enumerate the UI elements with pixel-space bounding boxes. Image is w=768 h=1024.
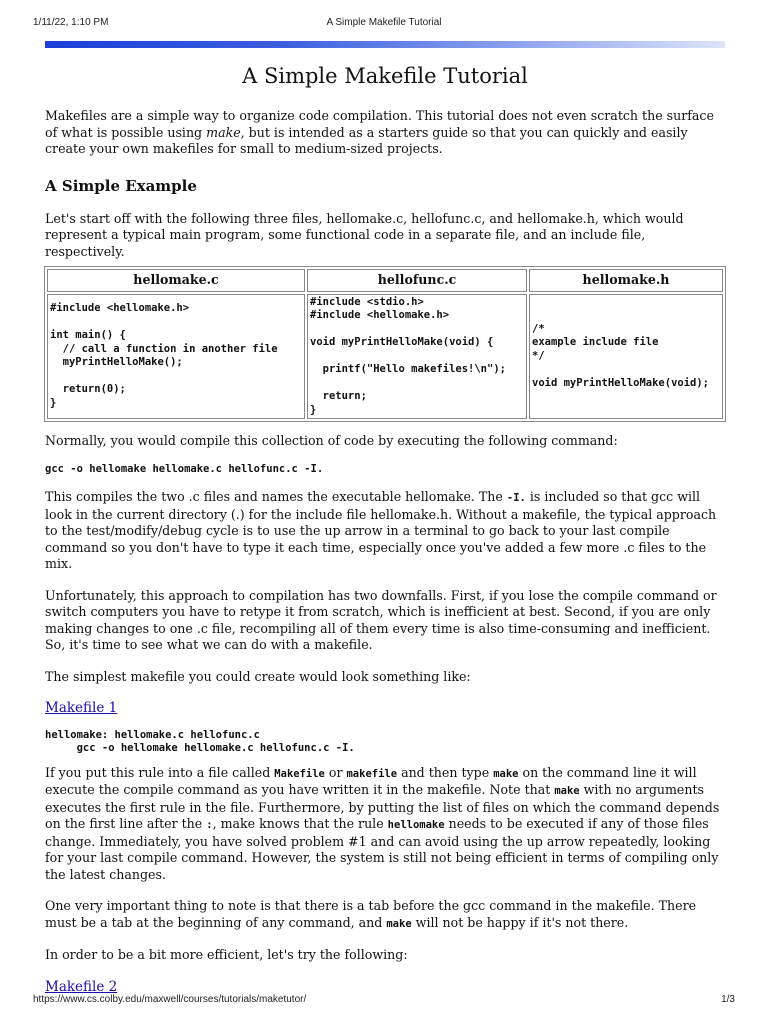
- header-hellofunc-c: hellofunc.c: [307, 269, 527, 292]
- files-table: [44, 266, 726, 422]
- files-table-header-row: [47, 269, 723, 292]
- rule-text-6: , make knows that the rule: [212, 816, 388, 831]
- print-footer: [33, 994, 735, 1008]
- makefile1-link-line: [45, 700, 725, 717]
- print-header: [33, 17, 735, 31]
- rule-text-4: on the command line it will execute the compile command as you have written it in the makefile. Note that: [45, 764, 697, 797]
- efficient-paragraph: In order to be a bit more efficient, let's try the following:: [45, 947, 408, 962]
- intro-paragraph: [45, 108, 725, 158]
- cell-hellomake-c: [47, 294, 305, 420]
- print-datetime: 1/11/22, 1:10 PM: [33, 17, 109, 28]
- files-table-code-row: [47, 294, 723, 420]
- page-title: A Simple Makefile Tutorial: [242, 64, 528, 88]
- makefile-lower-code: makefile: [346, 767, 398, 780]
- makefile1-code: hellomake: hellomake.c hellofunc.c gcc -o hellomake hellomake.c hellofunc.c -I.: [45, 728, 355, 754]
- intro-make-emphasis: make: [206, 124, 241, 140]
- section-heading: A Simple Example: [45, 176, 197, 195]
- make-code-3: make: [386, 917, 412, 930]
- compiles-text-1: This compiles the two .c files and names the executable hellomake. The: [45, 489, 507, 504]
- rule-text-7: needs to be executed if any of those files change. Immediately, you have solved problem #1 and can avoid using the up arrow repeatedly, looking for your last compile command. However, the system is still not being efficient in terms of compiling only the latest changes.: [45, 816, 719, 882]
- print-page-number: 1/3: [721, 994, 735, 1005]
- rule-text-5: with no arguments executes the first rule in the file. Furthermore, by putting the list of files on which the command depends on the first line after the: [45, 782, 720, 831]
- print-url: https://www.cs.colby.edu/maxwell/courses/tutorials/maketutor/: [33, 994, 307, 1005]
- make-code-1: make: [493, 767, 519, 780]
- header-hellomake-c: hellomake.c: [47, 269, 305, 292]
- cell-hellomake-h: [529, 294, 723, 420]
- code-hellomake-c: #include <hellomake.h> int main() { // call a function in another file myPrintHelloMake(); return(0); }: [50, 302, 278, 409]
- compiles-text-2: is included so that gcc will look in the current directory (.) for the include file hellomake.h. Without a makefile, the typical approach to the test/modify/debug cycle is to use the up arrow in a terminal to go back to your last compile command so you don't have to type it each time, especially once you've added a few more .c files to the mix.: [45, 489, 717, 571]
- makefile1-link[interactable]: Makefile 1: [45, 700, 118, 716]
- makefile-code: Makefile: [274, 767, 325, 780]
- rule-text-1: If you put this rule into a file called: [45, 764, 275, 780]
- header-banner: [45, 41, 725, 48]
- cell-hellofunc-c: [307, 294, 527, 420]
- print-document-title: A Simple Makefile Tutorial: [326, 17, 442, 28]
- colon-code: :: [206, 819, 213, 831]
- normally-paragraph: Normally, you would compile this collection of code by executing the following command:: [45, 433, 618, 448]
- example-intro-paragraph: Let's start off with the following three files, hellomake.c, hellofunc.c, and hellomake.h, which would represent a typical main program, some functional code in a separate file, and an include file, respectively.: [45, 210, 684, 259]
- tab-note-paragraph: [45, 898, 725, 932]
- make-code-2: make: [554, 785, 580, 797]
- rule-text-2: or: [324, 764, 347, 780]
- include-flag-code: -I.: [506, 492, 526, 504]
- tab-note-text-1: One very important thing to note is that there is a tab before the gcc command in the makefile. There must be a tab at the beginning of any command, and: [45, 898, 697, 930]
- makefile2-link[interactable]: Makefile 2: [45, 978, 118, 995]
- intro-text-1: Makefiles are a simple way to organize code compilation. This tutorial does not even scratch the surface of what is possible using: [45, 108, 714, 140]
- rule-text-3: and then type: [397, 764, 494, 780]
- simplest-paragraph: The simplest makefile you could create would look something like:: [45, 668, 471, 684]
- unfortunately-paragraph: Unfortunately, this approach to compilation has two downfalls. First, if you lose the compile command or switch computers you have to retype it from scratch, which is inefficient at best. Second, if you are only making changes to one .c file, recompiling all of them every time is also time-consuming and inefficient. So, it's time to see what we can do with a makefile.: [45, 587, 717, 652]
- code-hellofunc-c: #include <stdio.h> #include <hellomake.h> void myPrintHelloMake(void) { printf("Hello makefiles!\n"); return; }: [310, 295, 506, 416]
- tab-note-text-2: will not be happy if it's not there.: [411, 914, 629, 930]
- hellomake-code: hellomake: [387, 819, 445, 831]
- page-content: [45, 62, 725, 995]
- header-hellomake-h: hellomake.h: [529, 269, 723, 292]
- rule-paragraph: [45, 765, 725, 884]
- intro-text-2: , but is intended as a starters guide so that you can quickly and easily create your own makefiles for small to medium-sized projects.: [45, 124, 688, 156]
- compiles-paragraph: [45, 489, 725, 573]
- gcc-command: gcc -o hellomake hellomake.c hellofunc.c -I.: [45, 462, 324, 475]
- code-hellomake-h: /* example include file */ void myPrintHelloMake(void);: [532, 322, 710, 389]
- makefile2-link-line: [45, 979, 725, 996]
